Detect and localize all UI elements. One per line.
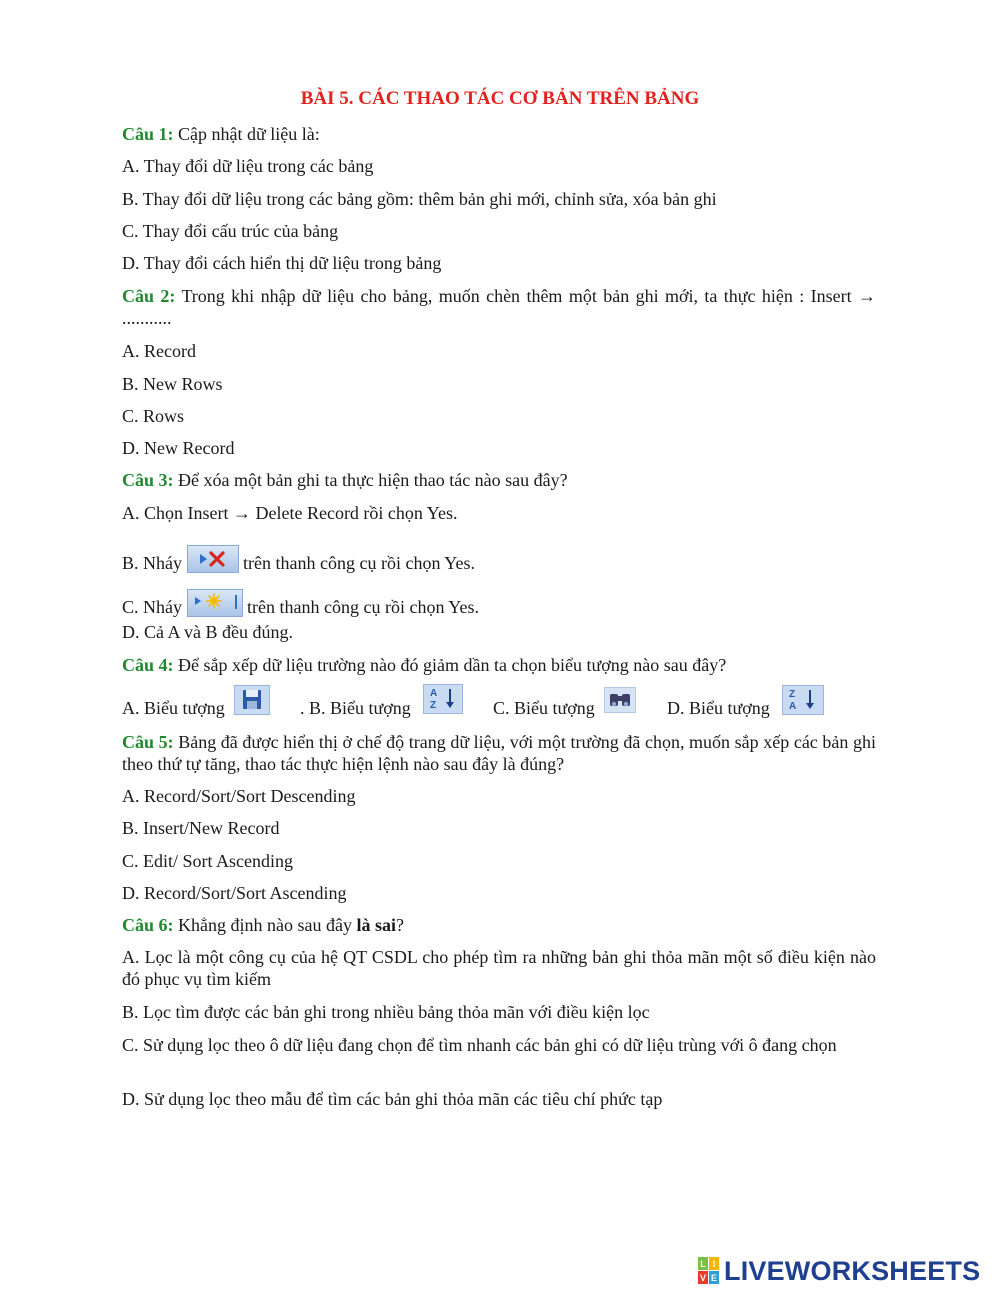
delete-record-icon bbox=[187, 545, 239, 573]
question-label: Câu 2: bbox=[122, 286, 176, 306]
sort-ascending-icon bbox=[423, 684, 463, 714]
option-3a: A. Chọn Insert → Delete Record rồi chọn Yes. bbox=[122, 503, 458, 523]
svg-text:E: E bbox=[710, 1273, 718, 1283]
question-text: Để xóa một bản ghi ta thực hiện thao tác nào sau đây? bbox=[173, 470, 568, 490]
sort-descending-icon bbox=[782, 685, 824, 715]
svg-text:I: I bbox=[712, 1259, 716, 1269]
question-label: Câu 1: bbox=[122, 124, 174, 144]
question-text: Để sắp xếp dữ liệu trường nào đó giảm dần ta chọn biểu tượng nào sau đây? bbox=[173, 655, 727, 675]
emphasis-text: là sai bbox=[356, 915, 396, 935]
option-2a: A. Record bbox=[122, 341, 196, 361]
option-4d: D. Biểu tượng bbox=[667, 698, 775, 718]
option-4a: A. Biểu tượng bbox=[122, 698, 225, 718]
liveworksheets-footer bbox=[698, 1256, 980, 1286]
option-6a: A. Lọc là một công cụ của hệ QT CSDL cho phép tìm ra những bản ghi thỏa mãn một số điều kiện nào đó phục vụ tìm kiếm bbox=[122, 947, 876, 989]
question-label: Câu 5: bbox=[122, 732, 174, 752]
option-5d: D. Record/Sort/Sort Ascending bbox=[122, 883, 347, 903]
liveworksheets-brand: LIVEWORKSHEETS bbox=[724, 1255, 981, 1286]
question-5 bbox=[122, 731, 876, 775]
page-title: BÀI 5. CÁC THAO TÁC CƠ BẢN TRÊN BẢNG bbox=[300, 88, 700, 109]
save-icon bbox=[234, 685, 270, 715]
svg-text:V: V bbox=[699, 1273, 707, 1283]
svg-text:Z: Z bbox=[789, 689, 796, 700]
option-1d: D. Thay đổi cách hiển thị dữ liệu trong bảng bbox=[122, 253, 442, 273]
option-4c: C. Biểu tượng bbox=[493, 698, 595, 718]
liveworksheets-logo-icon bbox=[698, 1257, 720, 1285]
option-6c: C. Sử dụng lọc theo ô dữ liệu đang chọn để tìm nhanh các bản ghi có dữ liệu trùng với ô đang chọn bbox=[122, 1035, 837, 1055]
option-3b: B. Nháy trên thanh công cụ rồi chọn Yes. bbox=[122, 545, 876, 574]
option-1a: A. Thay đổi dữ liệu trong các bảng bbox=[122, 156, 374, 176]
question-6: Câu 6: Khẳng định nào sau đây là sai? bbox=[122, 915, 404, 935]
option-1b: B. Thay đổi dữ liệu trong các bảng gồm: thêm bản ghi mới, chỉnh sửa, xóa bản ghi bbox=[122, 189, 717, 209]
question-3 bbox=[122, 469, 876, 491]
option-3c: C. Nháy trên thanh công cụ rồi chọn Yes. bbox=[122, 589, 876, 618]
question-1 bbox=[122, 123, 876, 145]
question-text: Bảng đã được hiển thị ở chế độ trang dữ liệu, với một trường đã chọn, muốn sắp xếp các bản ghi theo thứ tự tăng, thao tác thực hiện lệnh nào sau đây là đúng? bbox=[122, 732, 876, 774]
option-6b: B. Lọc tìm được các bản ghi trong nhiều bảng thỏa mãn với điều kiện lọc bbox=[122, 1002, 650, 1022]
new-record-icon bbox=[187, 589, 243, 617]
find-binoculars-icon bbox=[604, 687, 636, 713]
question-label: Câu 6: bbox=[122, 915, 174, 935]
option-1c: C. Thay đổi cấu trúc của bảng bbox=[122, 221, 339, 241]
option-2c: C. Rows bbox=[122, 406, 185, 426]
question-label: Câu 3: bbox=[122, 470, 174, 490]
option-6d: D. Sử dụng lọc theo mẫu để tìm các bản ghi thỏa mãn các tiêu chí phức tạp bbox=[122, 1089, 663, 1109]
option-4b: . B. Biểu tượng bbox=[300, 698, 411, 718]
option-5a: A. Record/Sort/Sort Descending bbox=[122, 786, 356, 806]
question-text: Cập nhật dữ liệu là: bbox=[173, 124, 320, 144]
svg-text:L: L bbox=[700, 1259, 706, 1269]
option-row-4 bbox=[0, 688, 1000, 721]
question-4 bbox=[122, 654, 876, 676]
option-2b: B. New Rows bbox=[122, 374, 223, 394]
question-text: Trong khi nhập dữ liệu cho bảng, muốn chèn thêm một bản ghi mới, ta thực hiện : Insert → ........... bbox=[122, 286, 876, 328]
svg-text:A: A bbox=[430, 688, 438, 699]
option-2d: D. New Record bbox=[122, 438, 235, 458]
option-5c: C. Edit/ Sort Ascending bbox=[122, 851, 293, 871]
question-label: Câu 4: bbox=[122, 655, 174, 675]
svg-text:A: A bbox=[789, 701, 797, 712]
option-3d: D. Cả A và B đều đúng. bbox=[122, 622, 293, 642]
option-5b: B. Insert/New Record bbox=[122, 818, 280, 838]
question-2 bbox=[122, 285, 876, 329]
svg-text:Z: Z bbox=[430, 700, 437, 711]
